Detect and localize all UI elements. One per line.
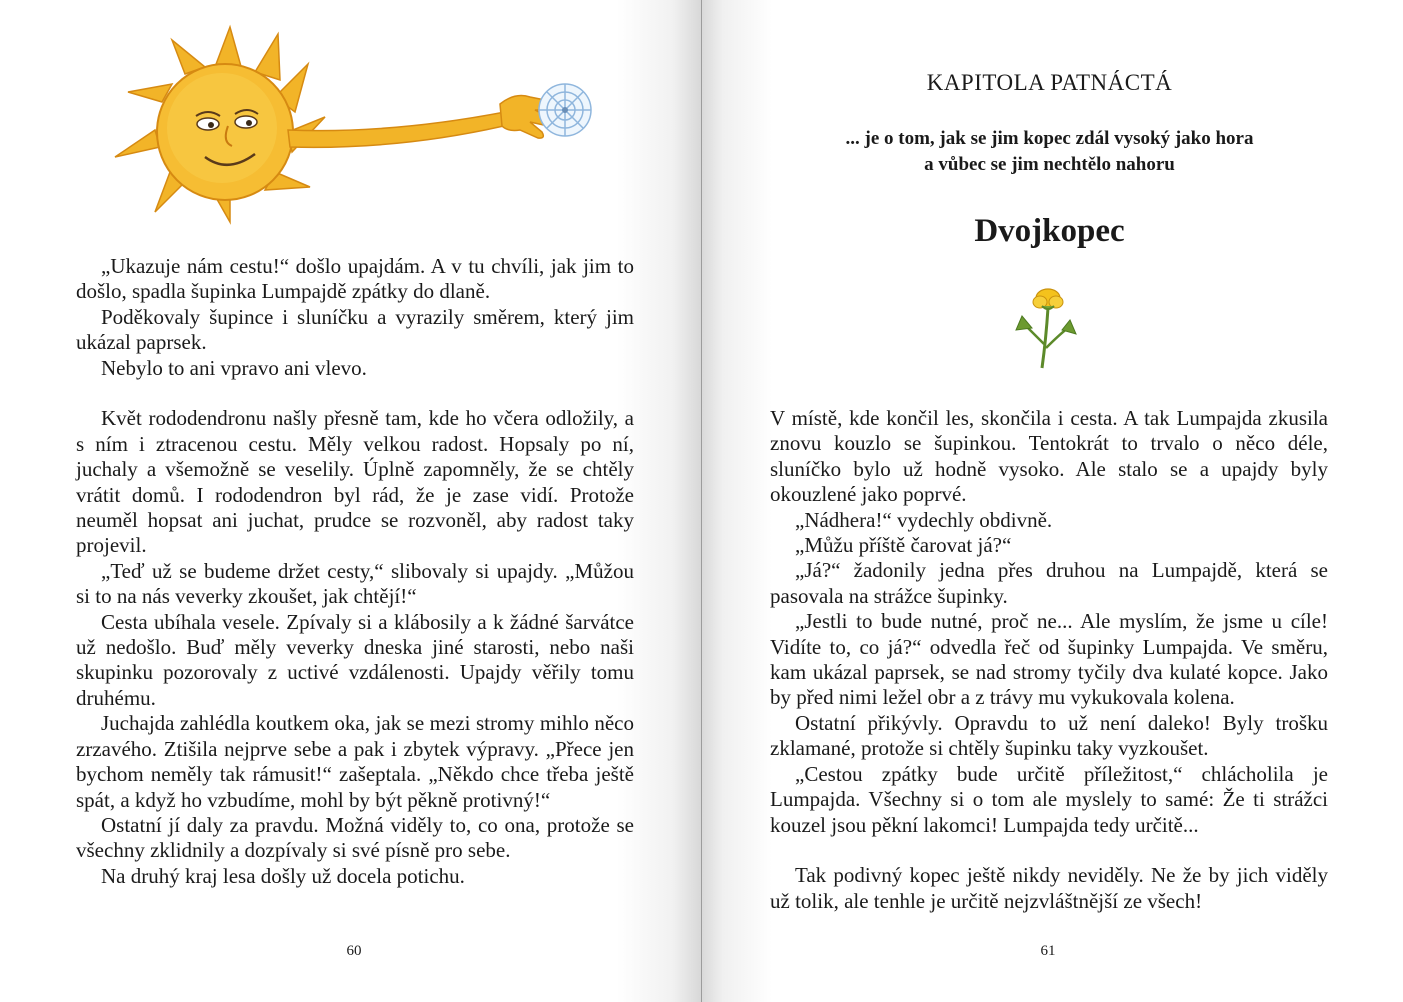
paragraph: „Já?“ žadonily jedna přes druhou na Lumpajdě, která se pasovala na strážce šupinky. bbox=[770, 558, 1328, 608]
right-body-text bbox=[770, 406, 1328, 914]
left-page bbox=[0, 0, 701, 1002]
paragraph: Tak podivný kopec ještě nikdy neviděly. Ne že by jich viděly už tolik, ale tenhle je určitě nejzvláštnější ze všech! bbox=[770, 863, 1328, 913]
chapter-subtitle-line: a vůbec se jim nechtělo nahoru bbox=[924, 154, 1175, 175]
chapter-subtitle bbox=[702, 126, 1400, 178]
left-body-text bbox=[76, 254, 634, 889]
paragraph: „Jestli to bude nutné, proč ne... Ale myslím, že jsme u cíle! Vidíte to, co já?“ odvedla řeč od šupinky Lumpajda. Ve směru, kam ukázal paprsek, se nad stromy tyčily dva kulaté kopce. Jako by před nimi ležel obr a z trávy mu vykukovala kolena. bbox=[770, 609, 1328, 710]
paragraph: „Teď už se budeme držet cesty,“ slibovaly si upajdy. „Můžou si to na nás veverky zkoušet, jak chtějí!“ bbox=[76, 558, 634, 609]
paragraph: Juchajda zahlédla koutkem oka, jak se mezi stromy mihlo něco zrzavého. Ztišila nejprve sebe a pak i zbytek výpravy. „Přece jen bychom neměly tak rámusit!“ zašeptala. „Někdo chce třeba ještě spát, a když ho vzbudíme, mohl by být pěkně protivný!“ bbox=[76, 711, 634, 812]
right-page bbox=[702, 0, 1403, 1002]
paragraph: „Můžu příště čarovat já?“ bbox=[795, 533, 1012, 558]
page-number-left: 60 bbox=[346, 943, 362, 959]
chapter-subtitle-line: ... je o tom, jak se jim kopec zdál vysoký jako hora bbox=[845, 128, 1254, 149]
chapter-label: KAPITOLA PATNÁCTÁ bbox=[926, 70, 1173, 95]
paragraph: „Cestou zpátky bude určitě příležitost,“ chlácholila je Lumpajda. Všechny si o tom ale myslely to samé: Že ti strážci kouzel jsou pěkní lakomci! Lumpajda tedy určitě... bbox=[770, 761, 1328, 837]
page-number-right: 61 bbox=[1040, 943, 1056, 959]
paragraph: Ostatní jí daly za pravdu. Možná viděly to, co ona, protože se všechny zklidnily a dozpívaly si své písně pro sebe. bbox=[76, 812, 634, 863]
paragraph: Na druhý kraj lesa došly už docela potichu. bbox=[101, 863, 465, 888]
paragraph: „Ukazuje nám cestu!“ došlo upajdám. A v tu chvíli, jak jim to došlo, spadla šupinka Lumpajdě zpátky do dlaně. bbox=[76, 254, 634, 304]
flower-illustration bbox=[1010, 284, 1086, 370]
paragraph: „Nádhera!“ vydechly obdivně. bbox=[795, 507, 1053, 532]
sun-illustration bbox=[110, 22, 610, 227]
chapter-title: Dvojkopec bbox=[974, 213, 1125, 249]
paragraph: Ostatní přikývly. Opravdu to už není daleko! Byly trošku zklamané, protože si chtěly šupinku taky vyzkoušet. bbox=[770, 710, 1328, 761]
paragraph: Cesta ubíhala vesele. Zpívaly si a klábosily a k žádné šarvátce už nedošlo. Buď měly veverky dneska jiné starosti, nebo naši skupinku pozorovaly z uctivé vzdálenosti. Upajdy věřily tomu druhému. bbox=[76, 609, 634, 710]
paragraph: Květ rododendronu našly přesně tam, kde ho včera odložily, a s ním i ztracenou cestu. Měly velkou radost. Hopsaly po ní, juchaly a všemožně se veselily. Úplně zapomněly, že se chtěly vrátit domů. I rododendron byl rád, že je zase vidí. Protože neuměl hopsat ani juchat, prudce se rozvoněl, aby radost taky projevil. bbox=[76, 406, 634, 558]
paragraph: Nebylo to ani vpravo ani vlevo. bbox=[101, 355, 367, 380]
paragraph: Poděkovaly šupince i sluníčku a vyrazily směrem, který jim ukázal paprsek. bbox=[76, 304, 634, 355]
paragraph: V místě, kde končil les, skončila i cesta. A tak Lumpajda zkusila znovu kouzlo se šupinkou. Tentokrát to trvalo o něco déle, sluníčko bylo už hodně vysoko. Ale stalo se a upajdy byly okouzlené jako poprvé. bbox=[770, 406, 1328, 507]
